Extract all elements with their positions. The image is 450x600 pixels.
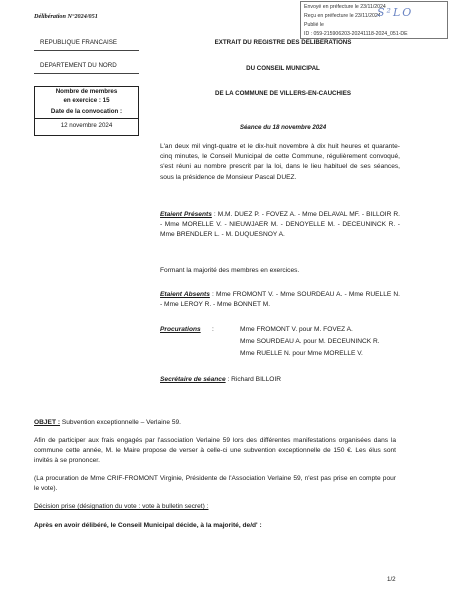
stamp-line-envoye: Envoyé en préfecture le 23/11/2024 <box>304 4 386 10</box>
departement: DEPARTEMENT DU NORD <box>40 62 117 69</box>
deliberation-reference: Délibération N°2024/051 <box>34 13 98 20</box>
page-number: 1/2 <box>387 576 396 583</box>
majorite-text: Formant la majorité des membres en exercices. <box>160 267 300 274</box>
objet-line <box>34 418 181 428</box>
procuration-item: Mme SOURDEAU A. pour M. DECEUNINCK R. <box>240 338 380 345</box>
header-commune: DE LA COMMUNE DE VILLERS-EN-CAUCHIES <box>215 90 351 97</box>
presents-label: Etaient Présents <box>160 211 212 218</box>
objet-value: Subvention exceptionnelle – Verlaine 59. <box>60 419 181 426</box>
procurations-label: Procurations <box>160 326 201 333</box>
intro-paragraph: L'an deux mil vingt-quatre et le dix-huit novembre à dix huit heures et quarante-cinq minutes, le Conseil Municipal de cette Commune, régulièrement convoqué, s'est réuni au nombre prescrit par la loi, dans le lieu habituel de ses séances, sous la présidence de Monsieur Pascal DUEZ. <box>160 143 400 181</box>
members-label: Nombre de membres <box>55 88 118 95</box>
procuration-item: Mme RUELLE N. pour Mme MORELLE V. <box>240 350 363 357</box>
convocation-label: Date de la convocation : <box>50 108 123 115</box>
objet-paragraph: Afin de participer aux frais engagés par l'association Verlaine 59 lors des différentes manifestations organisées dans la commune cette année, M. le Maire propose de verser à celle-ci une subvention exceptionnelle de 150 €. Les élus sont invités à se prononcer. <box>34 437 396 465</box>
stamp-signature: S²LO <box>377 6 414 19</box>
members-value: en exercice : 15 <box>63 97 110 104</box>
convocation-value: 12 novembre 2024 <box>60 122 113 129</box>
divider-left-1 <box>34 50 139 51</box>
stamp-line-publie: Publié le <box>304 22 324 28</box>
stamp-line-recu: Reçu en préfecture le 23/11/2024 <box>304 13 381 19</box>
header-conseil: DU CONSEIL MUNICIPAL <box>246 65 320 72</box>
divider-left-2 <box>34 73 139 74</box>
absents-paragraph <box>160 290 400 310</box>
absents-list: : Mme FROMONT V. - Mme SOURDEAU A. - Mme RUELLE N. - Mme LEROY R. - Mme BONNET M. <box>160 291 400 309</box>
republique-francaise: REPUBLIQUE FRANCAISE <box>40 39 118 46</box>
prefecture-stamp <box>300 1 448 39</box>
secretaire-label: Secrétaire de séance <box>160 376 226 383</box>
header-extrait: EXTRAIT DU REGISTRE DES DELIBERATIONS <box>214 39 352 46</box>
members-info-box <box>34 86 139 136</box>
procurations-colon: : <box>212 326 214 333</box>
procuration-note: (La procuration de Mme CRIF-FROMONT Virginie, Présidente de l'Association Verlaine 59, n'est pas prise en compte pour le vote). <box>34 475 396 493</box>
seance-title: Séance du 18 novembre 2024 <box>239 124 327 131</box>
decision-line: Décision prise (désignation du vote : vote à bulletin secret) : <box>34 503 209 510</box>
secretaire-line <box>160 375 281 385</box>
presents-paragraph <box>160 210 400 241</box>
presents-list: : M.M. DUEZ P. - FOVEZ A. - Mme DELAVAL MF. - BILLOIR R. - Mme MORELLE V. - NIEUWJAER M. - DENOYELLE M. - DECEUNINCK R. - Mme BRENDLER L. - M. DUQUESNOY A. <box>160 211 400 239</box>
secretaire-value: : Richard BILLOIR <box>225 376 281 383</box>
conclusion-line: Après en avoir délibéré, le Conseil Municipal décide, à la majorité, de/d' : <box>34 522 262 529</box>
procuration-item: Mme FROMONT V. pour M. FOVEZ A. <box>240 326 353 333</box>
box-divider <box>35 118 138 119</box>
stamp-line-id: ID : 059-215906203-20241118-2024_051-DE <box>304 31 408 37</box>
absents-label: Etaient Absents <box>160 291 210 298</box>
objet-label: OBJET : <box>34 419 61 426</box>
